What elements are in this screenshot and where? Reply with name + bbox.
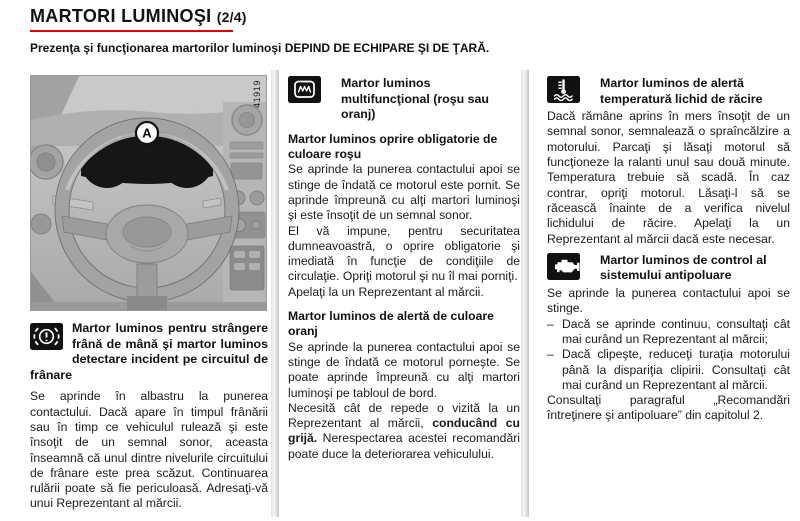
paragraph: Se aprinde la punerea contactului apoi se stinge de îndată ce motorul este pornit. Se aprinde împreună cu alţi martori luminoşi şi este însoţit de un semnal sonor. — [288, 162, 520, 223]
list-item — [547, 347, 790, 393]
column-left — [30, 70, 268, 512]
paragraph: El vă impune, pentru securitatea dumneavoastră, o oprire obligatorie şi imediată în funcţie de condiţiile de circulaţie. Opriţi motorul şi nu îl mai porniţi. — [288, 223, 520, 284]
engine-icon — [547, 253, 580, 280]
page-title — [30, 6, 247, 27]
list-item-text: Dacă se aprinde continuu, consultaţi cât mai curând un Reprezentant al mărcii; — [562, 316, 790, 346]
section-heading-text: Martor luminos multifuncţional (roşu sau oranj) — [341, 76, 490, 122]
paragraph: Se aprinde la punerea contactului apoi se stinge de îndată ce motorul porneşte. Se poate aprinde împreună cu alţi martori luminoşi pe tabloul de bord. — [288, 339, 520, 400]
title-underline — [30, 30, 233, 32]
section-heading-brake-warning — [30, 321, 268, 383]
column-right — [547, 70, 790, 424]
paragraph — [288, 401, 520, 462]
callout-a — [136, 122, 158, 144]
paragraph: Apelaţi la un Reprezentant al mărcii. — [288, 284, 484, 299]
callout-a-label: A — [142, 125, 152, 141]
subheading-red-stop: Martor luminos oprire obligatorie de culoare roşu — [288, 131, 498, 162]
page-title-suffix: (2/4) — [216, 9, 247, 25]
multifunction-warning-icon — [288, 76, 321, 103]
paragraph: Dacă rămâne aprins în mers însoţit de un semnal sonor, semnalează o spraîncălzire a motorului. Parcaţi şi lăsaţi motorul să funcţioneze la ralanti unul sau două minute. Temperatura trebuie să scadă. În caz contrar, opriţi motorul. Lăsaţi-l să se răcească înainte de a verifica nivelul lichidului de răcire. Apelaţi la un Reprezentant al mărcii dacă este necesar. — [547, 109, 790, 246]
section-heading-multifunction — [288, 76, 520, 123]
paragraph: Consultaţi paragraful „Recomandări întreţinere şi antipoluare” din capitolul 2. — [547, 393, 790, 423]
bullet-dash: – — [547, 347, 554, 362]
section-heading-coolant — [547, 76, 790, 107]
handbrake-warning-icon — [30, 323, 63, 350]
emphasis-text: conducând cu grijă. — [288, 416, 520, 446]
page-subtitle: Prezenţa şi funcţionarea martorilor luminoşi DEPIND DE ECHIPARE ŞI DE ŢARĂ. — [30, 41, 490, 55]
bullet-dash: – — [547, 316, 554, 331]
paragraph-text: Necesită cât de repede o vizită la un Reprezentant al mărcii, — [288, 400, 520, 431]
column-divider-right — [521, 70, 529, 517]
subheading-orange-alert: Martor luminos de alertă de culoare oranj — [288, 309, 494, 339]
photo-code: 41919 — [251, 80, 262, 109]
column-middle — [288, 70, 520, 462]
dashboard-photo — [30, 75, 267, 311]
paragraph: Se aprinde în albastru la punerea contactului. Dacă apare în timpul frânării sau în timp ce vehiculul rulează şi este însoţit de un semnal sonor, aceasta înseamnă că unul dintre nivelurile circuitului de frânare este prea scăzut. Continuarea rulării poate să fie periculoasă. Adresaţi-vă unui Reprezentant al mărcii. — [30, 389, 268, 511]
section-heading-text: Martor luminos pentru strângere frână de mână şi martor luminos detectare incident pe circuitul de frânare — [30, 321, 268, 382]
paragraph: Se aprinde la punerea contactului apoi se stinge. — [547, 286, 790, 316]
list-item — [547, 317, 790, 348]
list-item-text: Dacă clipeşte, reduceţi turaţia motorului până la dispariţia clipirii. Consultaţi cât mai curând un Reprezentant al mărcii. — [562, 347, 790, 392]
page-title-text: MARTORI LUMINOŞI — [30, 6, 212, 26]
coolant-temperature-icon — [547, 76, 580, 103]
section-heading-text: Martor luminos de alertă temperatură lichid de răcire — [600, 76, 763, 106]
column-divider-left — [271, 70, 279, 517]
section-heading-antipollution — [547, 253, 790, 284]
section-heading-text: Martor luminos de control al sistemului antipoluare — [600, 252, 767, 283]
dashboard-illustration — [31, 76, 266, 310]
paragraph-text: Nerespectarea acestei recomandări poate duce la deteriorarea vehiculului. — [288, 431, 520, 461]
